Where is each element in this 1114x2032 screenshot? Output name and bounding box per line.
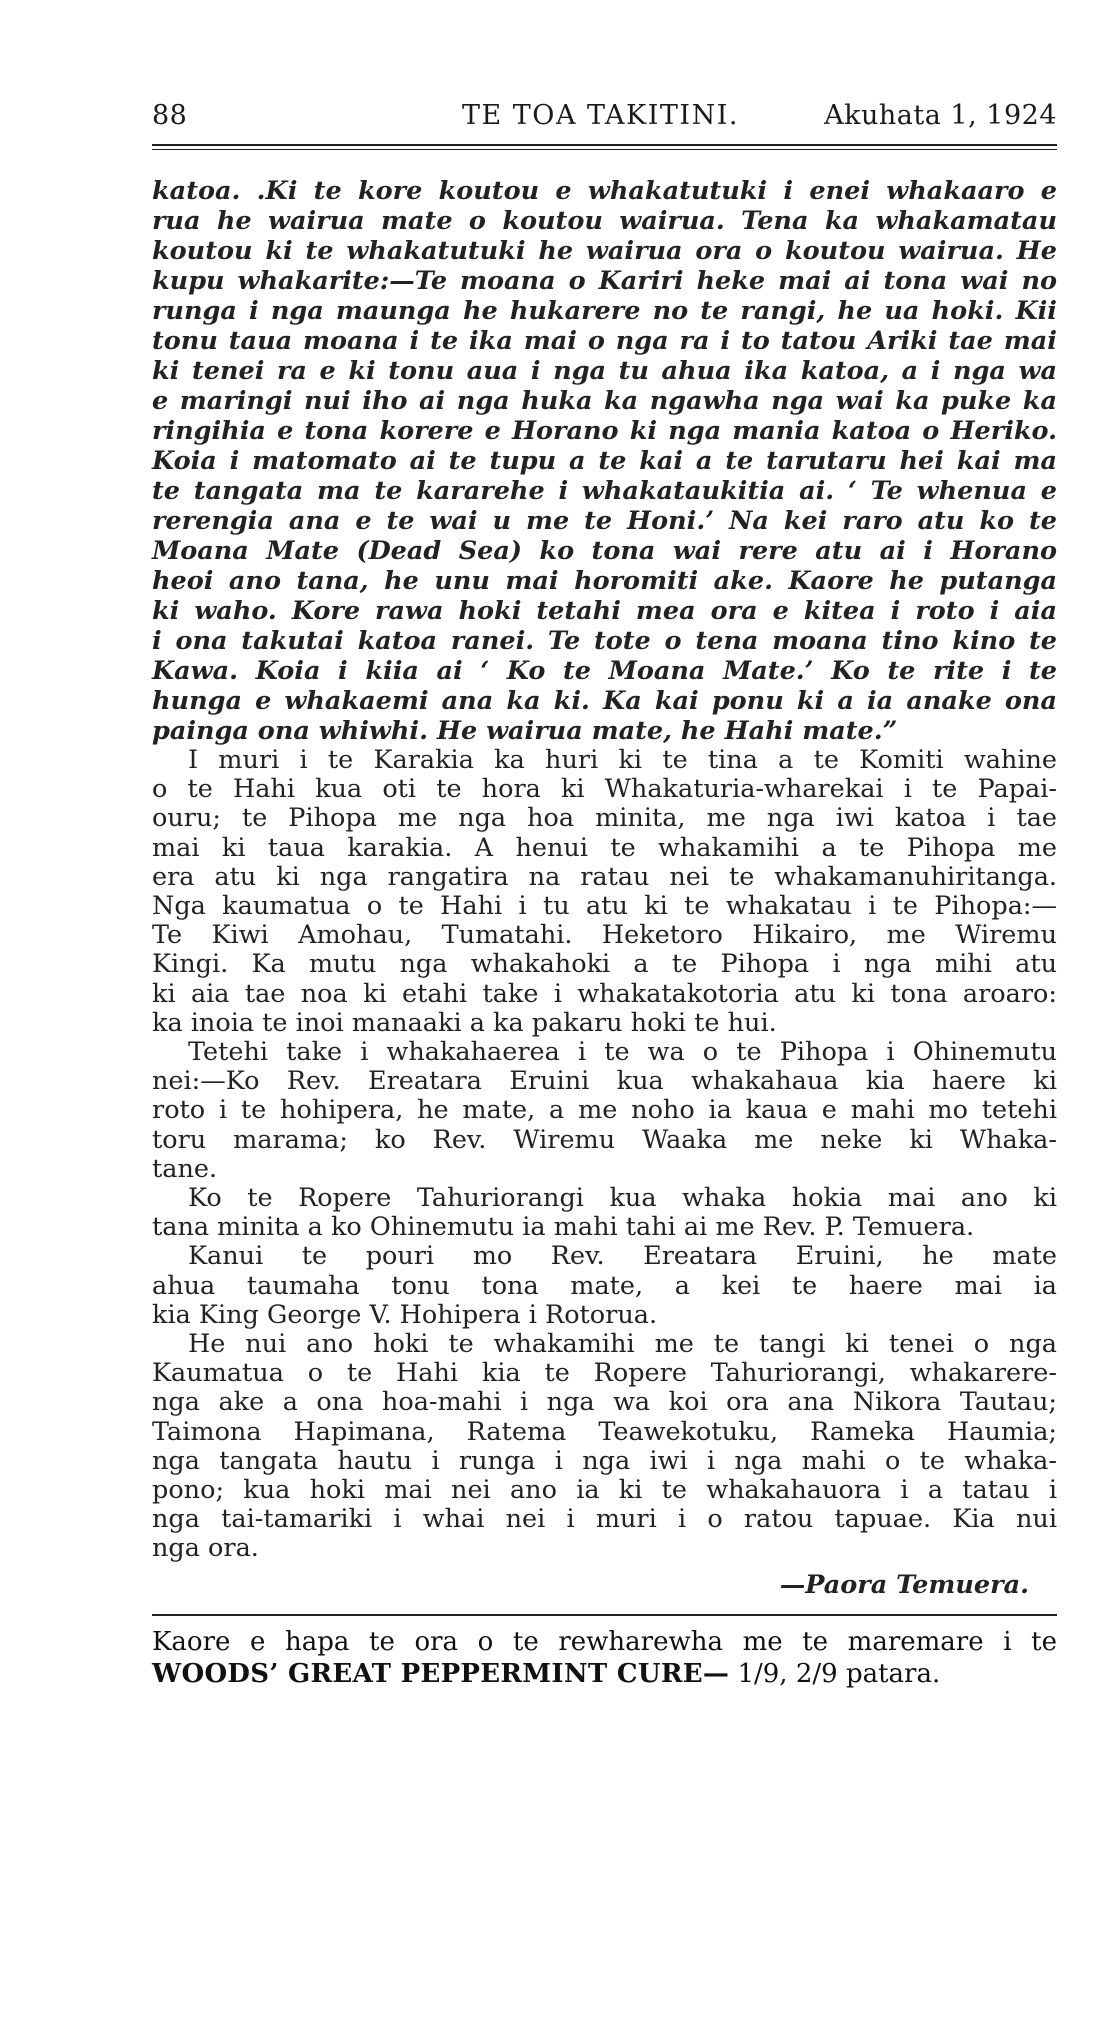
advert-product-name: WOODS’ GREAT PEPPERMINT CURE—: [152, 1658, 730, 1689]
italic-line: Kawa. Koia i kiia ai ‘ Ko te Moana Mate.’ Ko te rite i te: [152, 656, 1057, 686]
text-line: toru marama; ko Rev. Wiremu Waaka me neke ki Whaka-: [152, 1124, 1057, 1155]
italic-line: Koia i matomato ai te tupu a te kai a te tarutaru hei kai ma: [152, 446, 1057, 476]
advert-line-product: [152, 1658, 1057, 1690]
advert-rule: [152, 1614, 1057, 1616]
text-line: Kingi. Ka mutu nga whakahoki a te Pihopa i nga mihi atu: [152, 949, 1057, 980]
text-line: o te Hahi kua oti te hora ki Whakaturia-wharekai i te Papai-: [152, 774, 1057, 805]
text-line: ka inoia te inoi manaaki a ka pakaru hoki te hui.: [152, 1007, 777, 1038]
issue-date: Akuhata 1, 1924: [824, 100, 1057, 131]
italic-line: ki tenei ra e ki tonu aua i nga tu ahua ika katoa, a i nga wa: [152, 356, 1057, 386]
text-line: He nui ano hoki te whakamihi me te tangi ki tenei o nga: [188, 1329, 1057, 1360]
italic-line: heoi ano tana, he unu mai horomiti ake. Kaore he putanga: [152, 566, 1057, 596]
advert-price: 1/9, 2/9 patara.: [729, 1658, 941, 1689]
article-body: [152, 176, 1057, 1690]
advertisement: [152, 1626, 1057, 1690]
italic-line: kupu whakarite:—Te moana o Kariri heke mai ai tona wai no: [152, 266, 1057, 296]
text-line: tana minita a ko Ohinemutu ia mahi tahi ai me Rev. P. Temuera.: [152, 1212, 975, 1243]
text-line: era atu ki nga rangatira na ratau nei te whakamanuhiritanga.: [152, 861, 1057, 892]
text-line: nga ake a ona hoa-mahi i nga wa koi ora ana Nikora Tautau;: [152, 1387, 1057, 1418]
italic-line: rerengia ana e te wai u me te Honi.’ Na kei raro atu ko te: [152, 506, 1057, 536]
page-number: 88: [152, 100, 188, 131]
text-line: nei:—Ko Rev. Ereatara Eruini kua whakahaua kia haere ki: [152, 1066, 1057, 1097]
text-line: roto i te hohipera, he mate, a me noho ia kaua e mahi mo tetehi: [152, 1095, 1057, 1126]
text-line: kia King George V. Hohipera i Rotorua.: [152, 1299, 658, 1330]
report-paragraphs: [152, 746, 1057, 1564]
text-line: Kanui te pouri mo Rev. Ereatara Eruini, he mate: [188, 1241, 1057, 1272]
text-line: Tetehi take i whakahaerea i te wa o te Pihopa i Ohinemutu: [188, 1037, 1057, 1068]
italic-line: i ona takutai katoa ranei. Te tote o tena moana tino kino te: [152, 626, 1057, 656]
italic-line: Moana Mate (Dead Sea) ko tona wai rere atu ai i Horano: [152, 536, 1057, 566]
text-line: Taimona Hapimana, Ratema Teawekotuku, Rameka Haumia;: [152, 1416, 1057, 1447]
text-line: pono; kua hoki mai nei ano ia ki te whakahauora i a tatau i: [152, 1475, 1057, 1506]
paragraph-luncheon: [152, 746, 1057, 1038]
paragraph-illness: [152, 1242, 1057, 1330]
text-line: Kaumatua o te Hahi kia te Ropere Tahuriorangi, whakarere-: [152, 1358, 1057, 1389]
paragraph-return: [152, 1184, 1057, 1242]
text-line: nga tangata hautu i runga i nga iwi i nga mahi o te whaka-: [152, 1445, 1057, 1476]
italic-line: te tangata ma te kararehe i whakataukitia ai. ‘ Te whenua e: [152, 476, 1057, 506]
quoted-sermon: [152, 176, 1057, 746]
text-line: ki aia tae noa ki etahi take i whakatakotoria atu ki tona aroaro:: [152, 978, 1057, 1009]
italic-line: painga ona whiwhi. He wairua mate, he Hahi mate.”: [152, 716, 898, 746]
author-signature: —Paora Temuera.: [779, 1569, 1029, 1600]
text-line: mai ki taua karakia. A henui te whakamihi a te Pihopa me: [152, 832, 1057, 863]
text-line: Te Kiwi Amohau, Tumatahi. Heketoro Hikairo, me Wiremu: [152, 920, 1057, 951]
paragraph-appointments: [152, 1038, 1057, 1184]
italic-line: koutou ki te whakatutuki he wairua ora o koutou wairua. He: [152, 236, 1057, 266]
italic-line: hunga e whakaemi ana ka ki. Ka kai ponu ki a ia anake ona: [152, 686, 1057, 716]
text-line: I muri i te Karakia ka huri ki te tina a te Komiti wahine: [188, 745, 1057, 775]
text-line: ouru; te Pihopa me nga hoa minita, me nga iwi katoa i tae: [152, 803, 1057, 834]
paragraph-tribute: [152, 1330, 1057, 1564]
text-line: tane.: [152, 1153, 218, 1184]
text-line: Ko te Ropere Tahuriorangi kua whaka hokia mai ano ki: [188, 1183, 1057, 1214]
text-line: ahua taumaha tonu tona mate, a kei te haere mai ia: [152, 1270, 1057, 1301]
italic-line: ringihia e tona korere e Horano ki nga mania katoa o Heriko.: [152, 416, 1057, 446]
advert-line: Kaore e hapa te ora o te rewharewha me te maremare i te: [152, 1626, 1057, 1657]
page-header: [152, 100, 1057, 140]
header-rule: [152, 144, 1057, 150]
newspaper-page: [152, 100, 1057, 1690]
text-line: nga ora.: [152, 1533, 259, 1564]
publication-title: TE TOA TAKITINI.: [462, 100, 739, 131]
text-line: nga tai-tamariki i whai nei i muri i o ratou tapuae. Kia nui: [152, 1504, 1057, 1535]
italic-line: e maringi nui iho ai nga huka ka ngawha nga wai ka puke ka: [152, 386, 1057, 416]
italic-line: runga i nga maunga he hukarere no te rangi, he ua hoki. Kii: [152, 296, 1057, 326]
italic-line: tonu taua moana i te ika mai o nga ra i to tatou Ariki tae mai: [152, 326, 1057, 356]
text-line: Nga kaumatua o te Hahi i tu atu ki te whakatau i te Pihopa:—: [152, 891, 1057, 922]
italic-line: ki waho. Kore rawa hoki tetahi mea ora e kitea i roto i aia: [152, 596, 1057, 626]
italic-line: katoa. .Ki te kore koutou e whakatutuki i enei whakaaro e: [152, 176, 1057, 206]
italic-line: rua he wairua mate o koutou wairua. Tena ka whakamatau: [152, 206, 1057, 236]
